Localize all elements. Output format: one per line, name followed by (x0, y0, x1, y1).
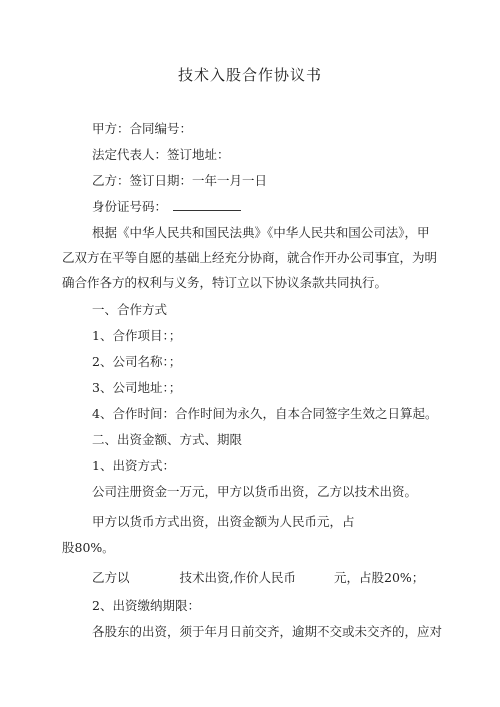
party-a-line: 甲方：合同编号： (92, 121, 193, 136)
id-number-label: 身份证号码： (92, 199, 168, 214)
payment-clause-line: 各股东的出资，须于年月日前交齐，逾期不交或未交齐的，应对 (92, 624, 443, 639)
capital-line: 公司注册资金一万元，甲方以货币出资，乙方以技术出资。 (92, 484, 418, 499)
party-a-share-line (62, 540, 113, 557)
party-b-tech-suffix: 元，占股20%； (334, 570, 425, 585)
document-title: 技术入股合作协议书 (177, 66, 322, 84)
intro-line-3: 确合作各方的权利与义务，特订立以下协议条款共同执行。 (62, 275, 388, 290)
item-company-name: 2、公司名称：； (92, 354, 182, 369)
sub-payment-deadline: 2、出资缴纳期限： (92, 598, 200, 613)
item-company-address: 3、公司地址：； (92, 380, 182, 395)
intro-line-2: 乙双方在平等自愿的基础上经充分协商，就合作开办公司事宜，为明 (62, 250, 438, 265)
item-project: 1、合作项目：； (92, 328, 182, 343)
party-a-share-tail: 。 (102, 542, 114, 555)
party-b-tech-middle: 技术出资,作价人民币 (179, 570, 296, 585)
section-heading-1: 一、合作方式 (92, 302, 168, 317)
item-cooperation-term: 4、合作时间：合作时间为永久，自本合同签字生效之日算起。 (92, 406, 438, 421)
legal-rep-line: 法定代表人：签订地址： (92, 147, 230, 162)
party-a-cash-line: 甲方以货币方式出资，出资金额为人民币元，占 (92, 514, 355, 529)
party-b-line: 乙方：签订日期：一年一月一日 (92, 173, 268, 188)
section-heading-2: 二、出资金额、方式、期限 (92, 432, 243, 447)
id-number-line (92, 199, 241, 215)
sub-investment-method: 1、出资方式： (92, 458, 175, 473)
intro-line-1: 根据《中华人民共和国民法典》《中华人民共和国公司法》，甲 (92, 225, 430, 240)
party-b-tech-prefix: 乙方以 (92, 570, 130, 585)
party-b-tech-line (92, 570, 424, 586)
party-a-share-text: 股80% (62, 540, 103, 555)
id-number-blank (173, 199, 241, 211)
